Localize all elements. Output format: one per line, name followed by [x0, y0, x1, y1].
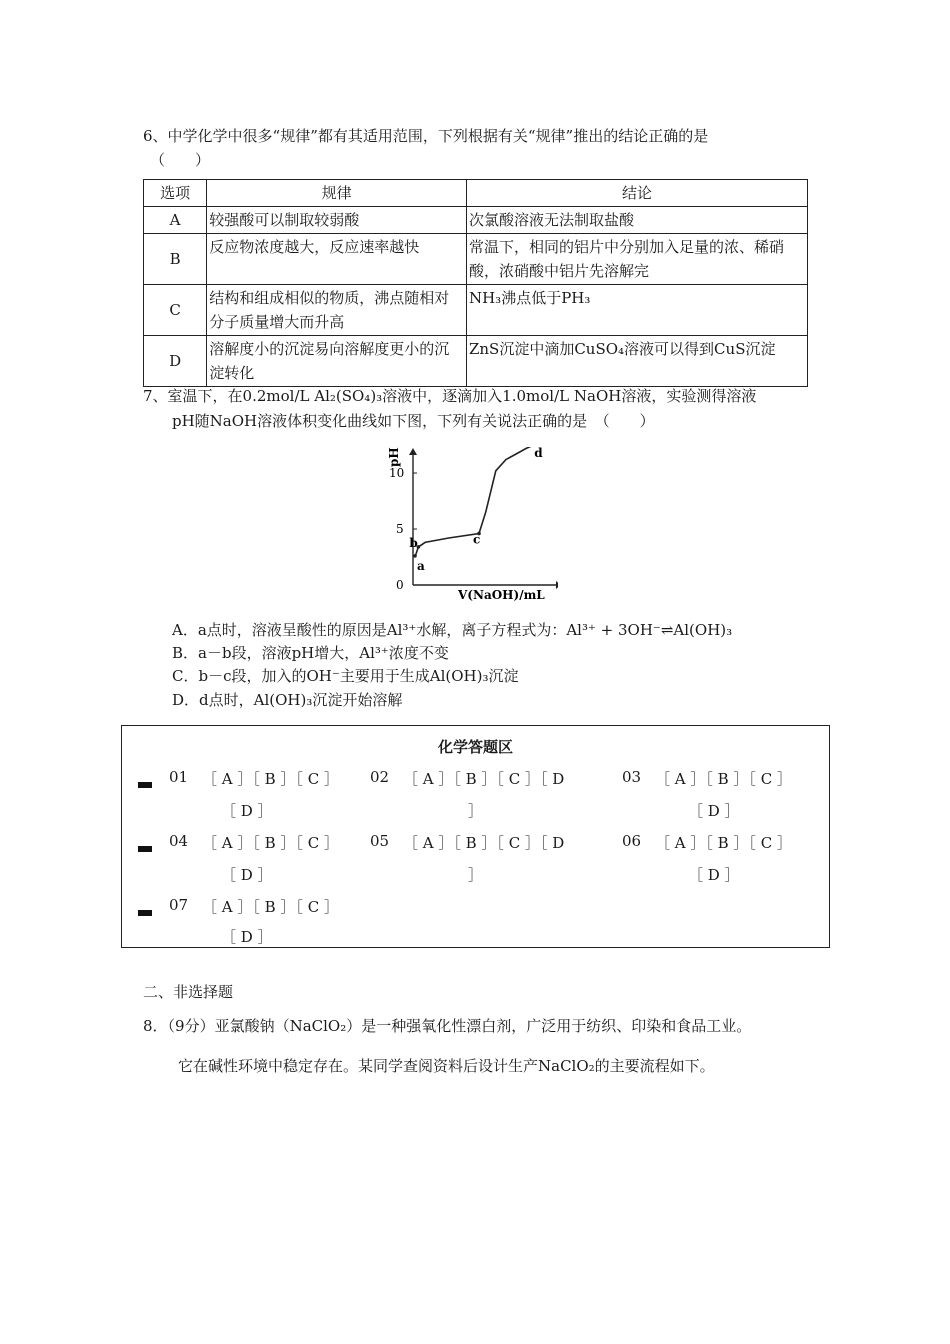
- y-tick-label: 5: [396, 522, 404, 536]
- answer-choice-d-04[interactable]: ［ D ］: [221, 866, 273, 884]
- q7-option-b: B．a－b段，溶液pH增大，Al³⁺浓度不变: [172, 644, 449, 662]
- header-rule: 规律: [207, 180, 467, 207]
- y-tick-label: 10: [389, 466, 405, 480]
- answer-num-07: 07: [169, 896, 189, 914]
- x-axis-label: V(NaOH)/mL: [458, 588, 545, 602]
- answer-choices-04[interactable]: ［ A ］［ B ］［ C ］: [202, 834, 339, 852]
- row-conclusion: 次氯酸溶液无法制取盐酸: [466, 207, 807, 234]
- row-rule: 结构和组成相似的物质，沸点随相对分子质量增大而升高: [207, 285, 467, 336]
- header-option: 选项: [144, 180, 207, 207]
- q7-stem-line1: 7、室温下，在0.2mol/L Al₂(SO₄)₃溶液中，逐滴加入1.0mol/L NaOH溶液，实验测得溶液: [143, 387, 757, 405]
- q6-answer-paren: （ ）: [150, 151, 211, 169]
- answer-num-05: 05: [370, 832, 390, 850]
- header-conclusion: 结论: [466, 180, 807, 207]
- ph-titration-chart: [378, 447, 558, 605]
- answer-choices-02[interactable]: ［ A ］［ B ］［ C ］［ D: [403, 770, 565, 788]
- table-row: [144, 207, 808, 234]
- y-axis-arrow: [409, 448, 417, 455]
- y-axis-label: pH: [387, 447, 401, 467]
- answer-choice-d-03[interactable]: ［ D ］: [688, 802, 740, 820]
- row-marker: [138, 910, 152, 916]
- q7-option-c: C．b－c段，加入的OH⁻主要用于生成Al(OH)₃沉淀: [172, 667, 519, 685]
- row-option: B: [144, 234, 207, 285]
- q6-stem-line1: 6、中学化学中很多“规律”都有其适用范围，下列根据有关“规律”推出的结论正确的是: [143, 127, 709, 145]
- answer-choices-03[interactable]: ［ A ］［ B ］［ C ］: [655, 770, 792, 788]
- answer-choice-d-02[interactable]: ］: [468, 802, 484, 820]
- answer-num-06: 06: [622, 832, 642, 850]
- table-row: [144, 285, 808, 336]
- q7-stem-line2: pH随NaOH溶液体积变化曲线如下图，下列有关说法正确的是 （ ）: [172, 412, 655, 430]
- row-conclusion: 常温下，相同的铝片中分别加入足量的浓、稀硝酸，浓硝酸中铝片先溶解完: [466, 234, 807, 285]
- row-rule: 溶解度小的沉淀易向溶解度更小的沉淀转化: [207, 336, 467, 387]
- row-rule: 较强酸可以制取较弱酸: [207, 207, 467, 234]
- answer-choices-06[interactable]: ［ A ］［ B ］［ C ］: [655, 834, 792, 852]
- answer-choice-d-07[interactable]: ［ D ］: [221, 928, 273, 946]
- q8-stem-line2: 它在碱性环境中稳定存在。某同学查阅资料后设计生产NaClO₂的主要流程如下。: [178, 1057, 715, 1075]
- table-row: [144, 336, 808, 387]
- point-label-d: d: [534, 447, 543, 460]
- q6-table: [143, 179, 808, 387]
- row-marker: [138, 846, 152, 852]
- answer-num-04: 04: [169, 832, 189, 850]
- row-conclusion: NH₃沸点低于PH₃: [466, 285, 807, 336]
- row-marker: [138, 782, 152, 788]
- y-tick-label: 0: [396, 578, 404, 592]
- row-conclusion: ZnS沉淀中滴加CuSO₄溶液可以得到CuS沉淀: [466, 336, 807, 387]
- table-header-row: [144, 180, 808, 207]
- answer-num-01: 01: [169, 768, 189, 786]
- point-label-a: a: [417, 558, 425, 573]
- row-option: A: [144, 207, 207, 234]
- x-axis-arrow: [556, 581, 558, 589]
- answer-choices-05[interactable]: ［ A ］［ B ］［ C ］［ D: [403, 834, 565, 852]
- answer-area-title: 化学答题区: [437, 738, 513, 756]
- table-row: [144, 234, 808, 285]
- answer-choices-07[interactable]: ［ A ］［ B ］［ C ］: [202, 898, 339, 916]
- row-option: C: [144, 285, 207, 336]
- section-title: 二、非选择题: [143, 983, 234, 1001]
- answer-area: [121, 725, 830, 948]
- answer-choice-d-06[interactable]: ［ D ］: [688, 866, 740, 884]
- q8-stem-line1: 8．（9分）亚氯酸钠（NaClO₂）是一种强氧化性漂白剂，广泛用于纺织、印染和食品工业。: [143, 1017, 752, 1035]
- answer-num-02: 02: [370, 768, 390, 786]
- row-rule: 反应物浓度越大，反应速率越快: [207, 234, 467, 285]
- answer-choice-d-05[interactable]: ］: [468, 866, 484, 884]
- point-a: [413, 554, 417, 558]
- q7-option-a: A．a点时，溶液呈酸性的原因是Al³⁺水解，离子方程式为：Al³⁺ + 3OH⁻⇌Al(OH)₃: [172, 621, 733, 639]
- point-label-b: b: [409, 535, 418, 550]
- row-option: D: [144, 336, 207, 387]
- q7-option-d: D．d点时，Al(OH)₃沉淀开始溶解: [172, 691, 403, 709]
- answer-choices-01[interactable]: ［ A ］［ B ］［ C ］: [202, 770, 339, 788]
- answer-choice-d-01[interactable]: ［ D ］: [221, 802, 273, 820]
- point-label-c: c: [473, 532, 481, 547]
- answer-num-03: 03: [622, 768, 642, 786]
